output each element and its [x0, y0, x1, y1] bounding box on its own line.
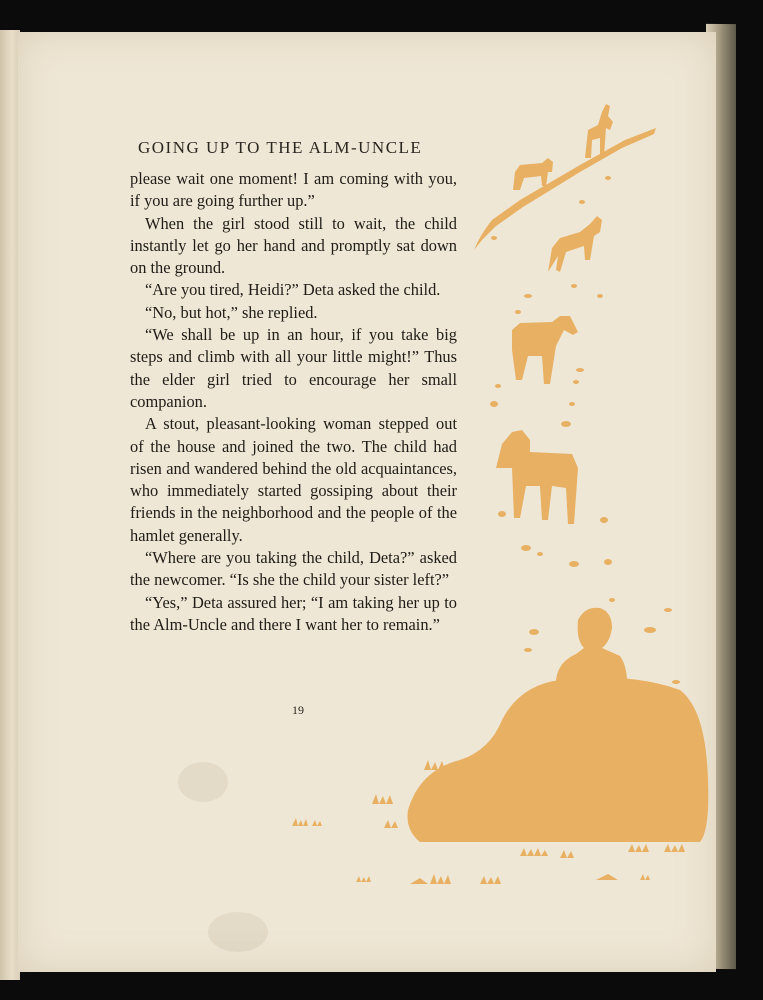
- goat-silhouette: [548, 216, 602, 272]
- ridge-line: [474, 128, 656, 250]
- paragraph: When the girl stood still to wait, the child instantly let go her hand and promptly sat down on the ground.: [130, 213, 457, 278]
- paragraph: A stout, pleasant-looking woman stepped out of the house and joined the two. The child had risen and wandered behind the old acquaintances, who immediately started gossiping about their friends in the neighborhood and the people of the hamlet generally.: [130, 414, 457, 545]
- rock-mound: [408, 678, 709, 842]
- paragraph: please wait one moment! I am coming with you, if you are going further up.”: [130, 169, 457, 211]
- goat-silhouette: [496, 430, 578, 524]
- paragraph: “We shall be up in an hour, if you take big steps and climb with all your little might!” Thus the elder girl tried to encourage her small companion.: [130, 325, 457, 411]
- page-number: 19: [292, 703, 304, 717]
- paragraph: “Where are you taking the child, Deta?” asked the newcomer. “Is she the child your sister left?”: [130, 548, 457, 590]
- paragraph: “Are you tired, Heidi?” Deta asked the child.: [145, 280, 441, 300]
- paragraph: “No, but hot,” she replied.: [145, 302, 318, 322]
- paragraph: “Yes,” Deta assured her; “I am taking her up to the Alm-Uncle and there I want her to remain.”: [130, 592, 457, 634]
- goat-silhouette: [512, 316, 578, 384]
- running-head: GOING UP TO THE ALM-UNCLE: [138, 138, 423, 157]
